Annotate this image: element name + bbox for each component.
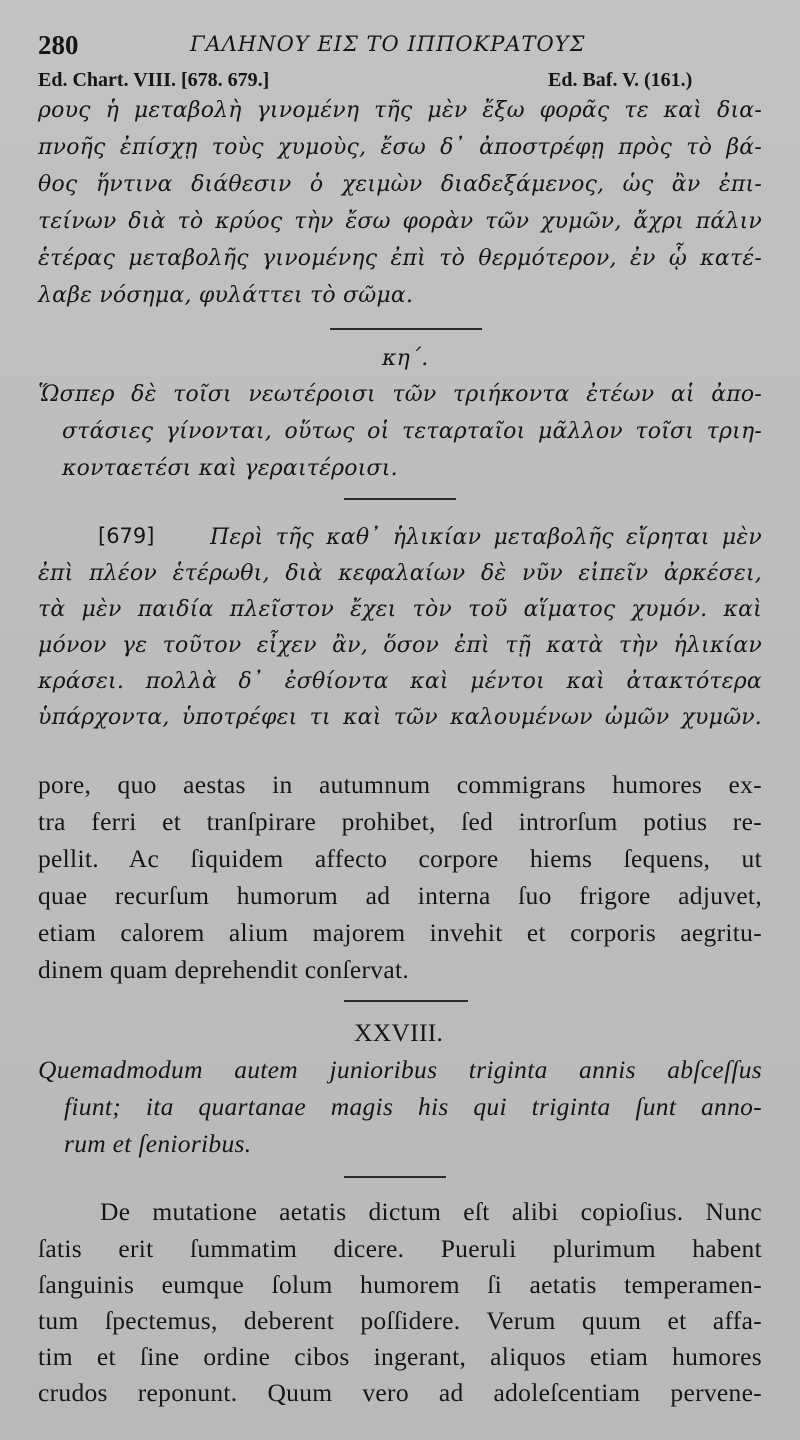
greek-aphorism-line: κονταετέσι καὶ γεραιτέροισι. bbox=[62, 456, 398, 481]
latin-commentary-line: tim et ſine ordine cibos ingerant, aliquos etiam humores bbox=[38, 1342, 762, 1371]
greek-commentary-line: μόνον γε τοῦτον εἶχεν ἂν, ὅσον ἐπὶ τῇ κατὰ τὴν ἡλικίαν bbox=[38, 633, 762, 658]
greek-commentary-line: ἐπὶ πλέον ἑτέρωθι, διὰ κεφαλαίων δὲ νῦν εἰπεῖν ἀρκέσει, bbox=[38, 561, 762, 586]
greek-commentary-line: τὰ μὲν παιδία πλεῖστον ἔχει τὸν τοῦ αἵματος χυμόν. καὶ bbox=[38, 597, 762, 622]
page-marker: [679] bbox=[98, 524, 155, 548]
latin-top-line: quae recurſum humorum ad interna ſuo frigore adjuvet, bbox=[38, 881, 762, 910]
greek-top-line: πνοῆς ἐπίσχῃ τοὺς χυμοὺς, ἔσω δ᾽ ἀποστρέφῃ πρὸς τὸ βά- bbox=[38, 135, 762, 160]
latin-commentary-line: ſanguinis eumque ſolum humorem ſi aetatis temperamen- bbox=[38, 1270, 762, 1299]
greek-commentary-line: κράσει. πολλὰ δ᾽ ἐσθίοντα καὶ μέντοι καὶ ἀτακτότερα bbox=[38, 669, 762, 694]
running-title: ΓΑΛΗΝΟΥ ΕΙΣ ΤΟ ΙΠΠΟΚΡΑΤΟΥΣ bbox=[190, 32, 586, 56]
greek-top-line: ρους ἡ μεταβολὴ γινομένη τῆς μὲν ἔξω φορᾶς τε καὶ δια- bbox=[38, 98, 762, 123]
section-divider bbox=[344, 498, 456, 500]
greek-aphorism-line: στάσιες γίνονται, οὕτως οἱ τεταρταῖοι μᾶλλον τοῖσι τριη- bbox=[62, 419, 762, 444]
latin-aphorism-line: rum et ſenioribus. bbox=[64, 1129, 252, 1158]
greek-top-line: θος ἥντινα διάθεσιν ὁ χειμὼν διαδεξάμενος, ὡς ἂν ἐπι- bbox=[38, 172, 762, 197]
latin-commentary-line: ſatis erit ſummatim dicere. Pueruli plurimum habent bbox=[38, 1234, 762, 1263]
latin-top-line: pellit. Ac ſiquidem affecto corpore hiems ſequens, ut bbox=[38, 844, 762, 873]
section-divider bbox=[344, 1176, 446, 1178]
latin-top-line: tra ferri et tranſpirare prohibet, ſed introrſum potius re- bbox=[38, 807, 762, 836]
latin-commentary-line: crudos reponunt. Quum vero ad adoleſcentiam pervene- bbox=[38, 1378, 762, 1407]
greek-top-line: τείνων διὰ τὸ κρύος τὴν ἔσω φορὰν τῶν χυμῶν, ἄχρι πάλιν bbox=[38, 209, 762, 234]
latin-aphorism-line: Quemadmodum autem junioribus triginta annis abſceſſus bbox=[38, 1055, 762, 1084]
greek-top-line: ἑτέρας μεταβολῆς γινομένης ἐπὶ τὸ θερμότερον, ἐν ᾧ κατέ- bbox=[38, 246, 762, 271]
section-divider bbox=[344, 1000, 468, 1002]
page-number: 280 bbox=[38, 30, 79, 60]
greek-aphorism-line: Ὥσπερ δὲ τοῖσι νεωτέροισι τῶν τριήκοντα ἐτέων αἱ ἀπο- bbox=[38, 382, 762, 407]
greek-top-line: λαβε νόσημα, φυλάττει τὸ σῶμα. bbox=[38, 283, 414, 308]
section-divider bbox=[330, 328, 482, 330]
latin-top-line: pore, quo aestas in autumnum commigrans humores ex- bbox=[38, 770, 762, 799]
latin-top-line: etiam calorem alium majorem invehit et corporis aegritu- bbox=[38, 918, 762, 947]
latin-aphorism-line: fiunt; ita quartanae magis his qui triginta ſunt anno- bbox=[64, 1092, 762, 1121]
greek-commentary-line: Περὶ τῆς καθ᾽ ἡλικίαν μεταβολῆς εἴρηται μὲν bbox=[210, 525, 762, 550]
latin-commentary-line: De mutatione aetatis dictum eſt alibi copioſius. Nunc bbox=[100, 1197, 762, 1226]
greek-section-number: κη΄. bbox=[382, 346, 429, 371]
greek-commentary-line: ὑπάρχοντα, ὑποτρέφει τι καὶ τῶν καλουμένων ὠμῶν χυμῶν. bbox=[38, 705, 762, 730]
latin-commentary-line: tum ſpectemus, deberent poſſidere. Verum quum et affa- bbox=[38, 1306, 762, 1335]
latin-top-line: dinem quam deprehendit conſervat. bbox=[38, 955, 410, 984]
latin-section-number: XXVIII. bbox=[354, 1018, 444, 1047]
edition-reference-left: Ed. Chart. VIII. [678. 679.] bbox=[38, 69, 270, 91]
edition-reference-right: Ed. Baf. V. (161.) bbox=[548, 69, 693, 91]
